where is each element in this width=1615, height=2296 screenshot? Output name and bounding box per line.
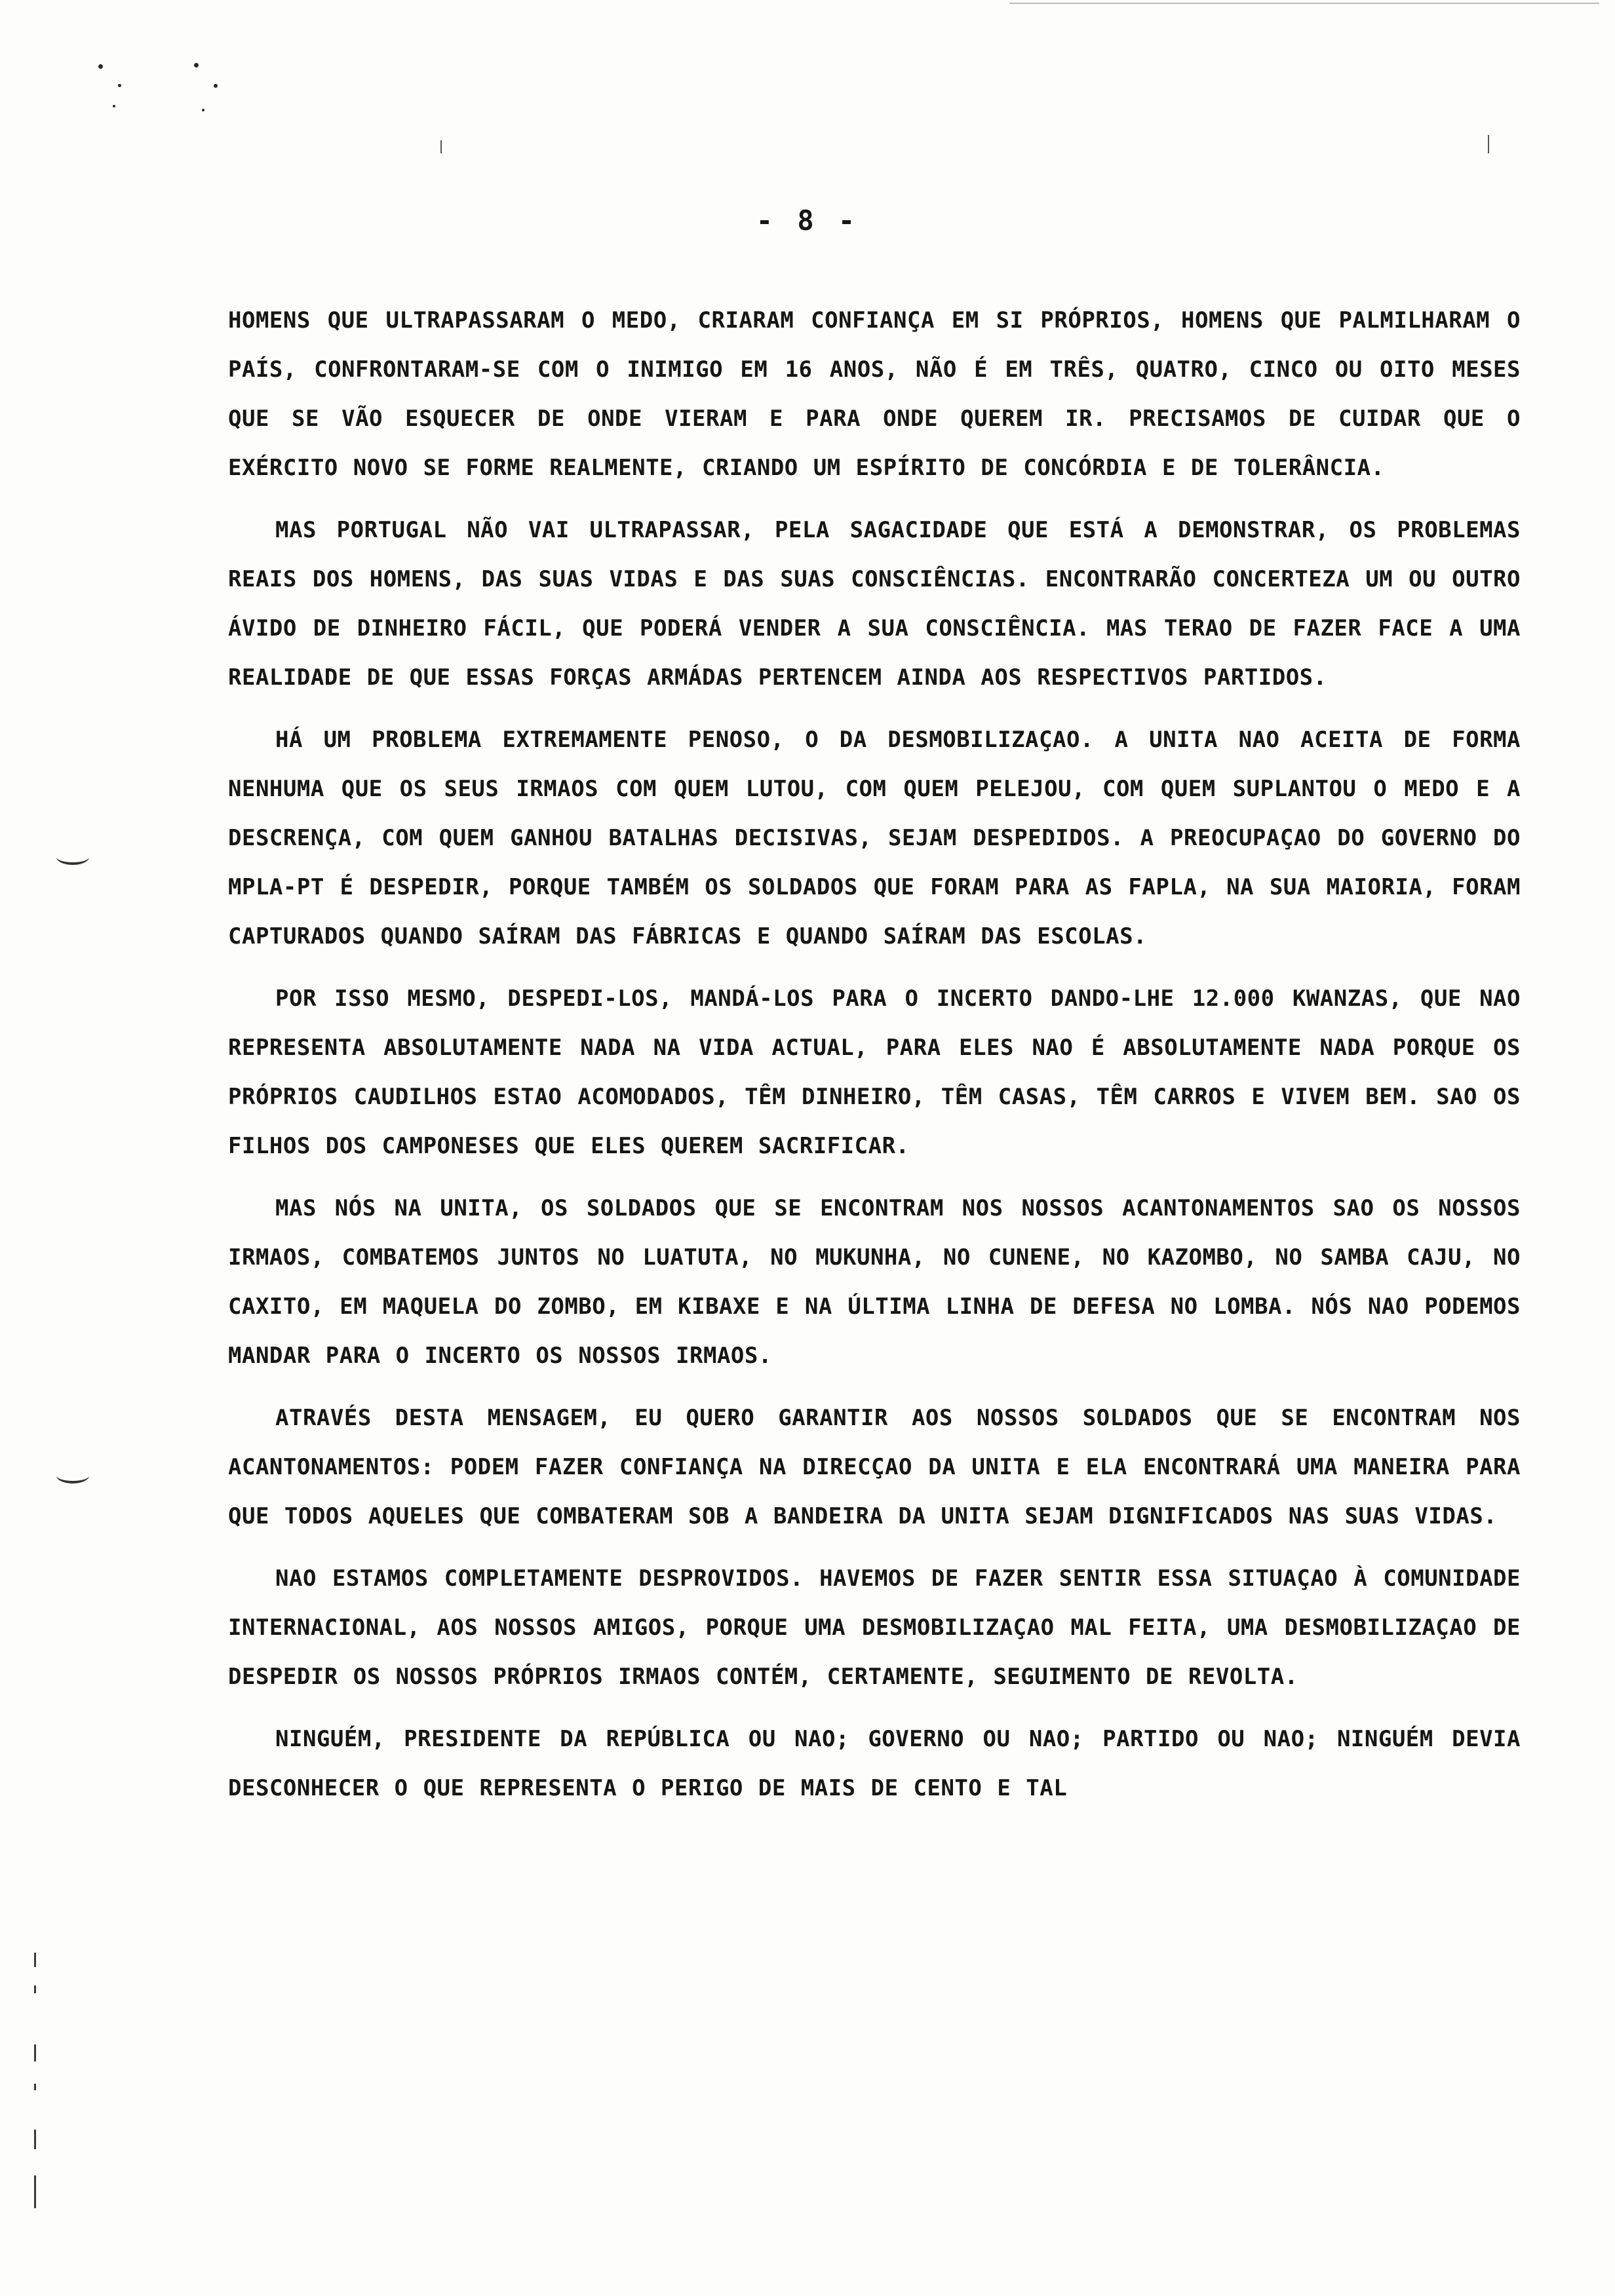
scan-speck — [118, 84, 121, 87]
punch-hole-mark — [56, 1468, 89, 1483]
paragraph: HOMENS QUE ULTRAPASSARAM O MEDO, CRIARAM CONFIANÇA EM SI PRÓPRIOS, HOMENS QUE PALMILHARAM O PAÍS, CONFRONTARAM-SE COM O INIMIGO EM 16 ANOS, NÃO É EM TRÊS, QUATRO, CINCO OU OITO MESES QUE SE VÃO ESQUECER DE ONDE VIERAM E PARA ONDE QUEREM IR. PRECISAMOS DE CUIDAR QUE O EXÉRCITO NOVO SE FORME REALMENTE, CRIANDO UM ESPÍRITO DE CONCÓRDIA E DE TOLERÂNCIA. — [228, 307, 1521, 481]
paragraph: POR ISSO MESMO, DESPEDI-LOS, MANDÁ-LOS PARA O INCERTO DANDO-LHE 12.000 KWANZAS, QUE NAO REPRESENTA ABSOLUTAMENTE NADA NA VIDA ACTUAL, PARA ELES NAO É ABSOLUTAMENTE NADA PORQUE OS PRÓPRIOS CAUDILHOS ESTAO ACOMODADOS, TÊM DINHEIRO, TÊM CASAS, TÊM CARROS E VIVEM BEM. SAO OS FILHOS DOS CAMPONESES QUE ELES QUEREM SACRIFICAR. — [228, 985, 1521, 1159]
document-body — [228, 296, 1521, 1826]
scan-speck — [98, 64, 103, 69]
scan-speck — [214, 84, 218, 88]
scan-mark — [440, 140, 442, 153]
scan-speck — [194, 63, 199, 67]
paragraph: ATRAVÉS DESTA MENSAGEM, EU QUERO GARANTIR AOS NOSSOS SOLDADOS QUE SE ENCONTRAM NOS ACANTONAMENTOS: PODEM FAZER CONFIANÇA NA DIRECÇAO DA UNITA E ELA ENCONTRARÁ UMA MANEIRA PARA QUE TODOS AQUELES QUE COMBATERAM SOB A BANDEIRA DA UNITA SEJAM DIGNIFICADOS NAS SUAS VIDAS. — [228, 1405, 1521, 1529]
edge-mark — [34, 2084, 36, 2090]
edge-mark — [34, 2130, 36, 2149]
edge-mark — [34, 2044, 36, 2061]
scan-speck — [113, 105, 115, 107]
edge-mark — [34, 2175, 36, 2208]
scan-edge-line — [1009, 3, 1599, 4]
paragraph: HÁ UM PROBLEMA EXTREMAMENTE PENOSO, O DA DESMOBILIZAÇAO. A UNITA NAO ACEITA DE FORMA NENHUMA QUE OS SEUS IRMAOS COM QUEM LUTOU, COM QUEM PELEJOU, COM QUEM SUPLANTOU O MEDO E A DESCRENÇA, COM QUEM GANHOU BATALHAS DECISIVAS, SEJAM DESPEDIDOS. A PREOCUPAÇAO DO GOVERNO DO MPLA-PT É DESPEDIR, PORQUE TAMBÉM OS SOLDADOS QUE FORAM PARA AS FAPLA, NA SUA MAIORIA, FORAM CAPTURADOS QUANDO SAÍRAM DAS FÁBRICAS E QUANDO SAÍRAM DAS ESCOLAS. — [228, 727, 1521, 949]
paragraph: MAS PORTUGAL NÃO VAI ULTRAPASSAR, PELA SAGACIDADE QUE ESTÁ A DEMONSTRAR, OS PROBLEMAS REAIS DOS HOMENS, DAS SUAS VIDAS E DAS SUAS CONSCIÊNCIAS. ENCONTRARÃO CONCERTEZA UM OU OUTRO ÁVIDO DE DINHEIRO FÁCIL, QUE PODERÁ VENDER A SUA CONSCIÊNCIA. MAS TERAO DE FAZER FACE A UMA REALIDADE DE QUE ESSAS FORÇAS ARMÁDAS PERTENCEM AINDA AOS RESPECTIVOS PARTIDOS. — [228, 517, 1521, 691]
page-number: - 8 - — [756, 204, 859, 237]
scan-mark — [1488, 135, 1489, 153]
paragraph: NINGUÉM, PRESIDENTE DA REPÚBLICA OU NAO; GOVERNO OU NAO; PARTIDO OU NAO; NINGUÉM DEVIA DESCONHECER O QUE REPRESENTA O PERIGO DE MAIS DE CENTO E TAL — [228, 1726, 1521, 1801]
punch-hole-mark — [56, 849, 89, 865]
edge-mark — [34, 1953, 36, 1967]
edge-mark — [34, 1985, 36, 1993]
scan-speck — [202, 109, 204, 111]
paragraph: NAO ESTAMOS COMPLETAMENTE DESPROVIDOS. HAVEMOS DE FAZER SENTIR ESSA SITUAÇAO À COMUNIDADE INTERNACIONAL, AOS NOSSOS AMIGOS, PORQUE UMA DESMOBILIZAÇAO MAL FEITA, UMA DESMOBILIZAÇAO DE DESPEDIR OS NOSSOS PRÓPRIOS IRMAOS CONTÉM, CERTAMENTE, SEGUIMENTO DE REVOLTA. — [228, 1565, 1521, 1690]
paragraph: MAS NÓS NA UNITA, OS SOLDADOS QUE SE ENCONTRAM NOS NOSSOS ACANTONAMENTOS SAO OS NOSSOS IRMAOS, COMBATEMOS JUNTOS NO LUATUTA, NO MUKUNHA, NO CUNENE, NO KAZOMBO, NO SAMBA CAJU, NO CAXITO, EM MAQUELA DO ZOMBO, EM KIBAXE E NA ÚLTIMA LINHA DE DEFESA NO LOMBA. NÓS NAO PODEMOS MANDAR PARA O INCERTO OS NOSSOS IRMAOS. — [228, 1195, 1521, 1369]
